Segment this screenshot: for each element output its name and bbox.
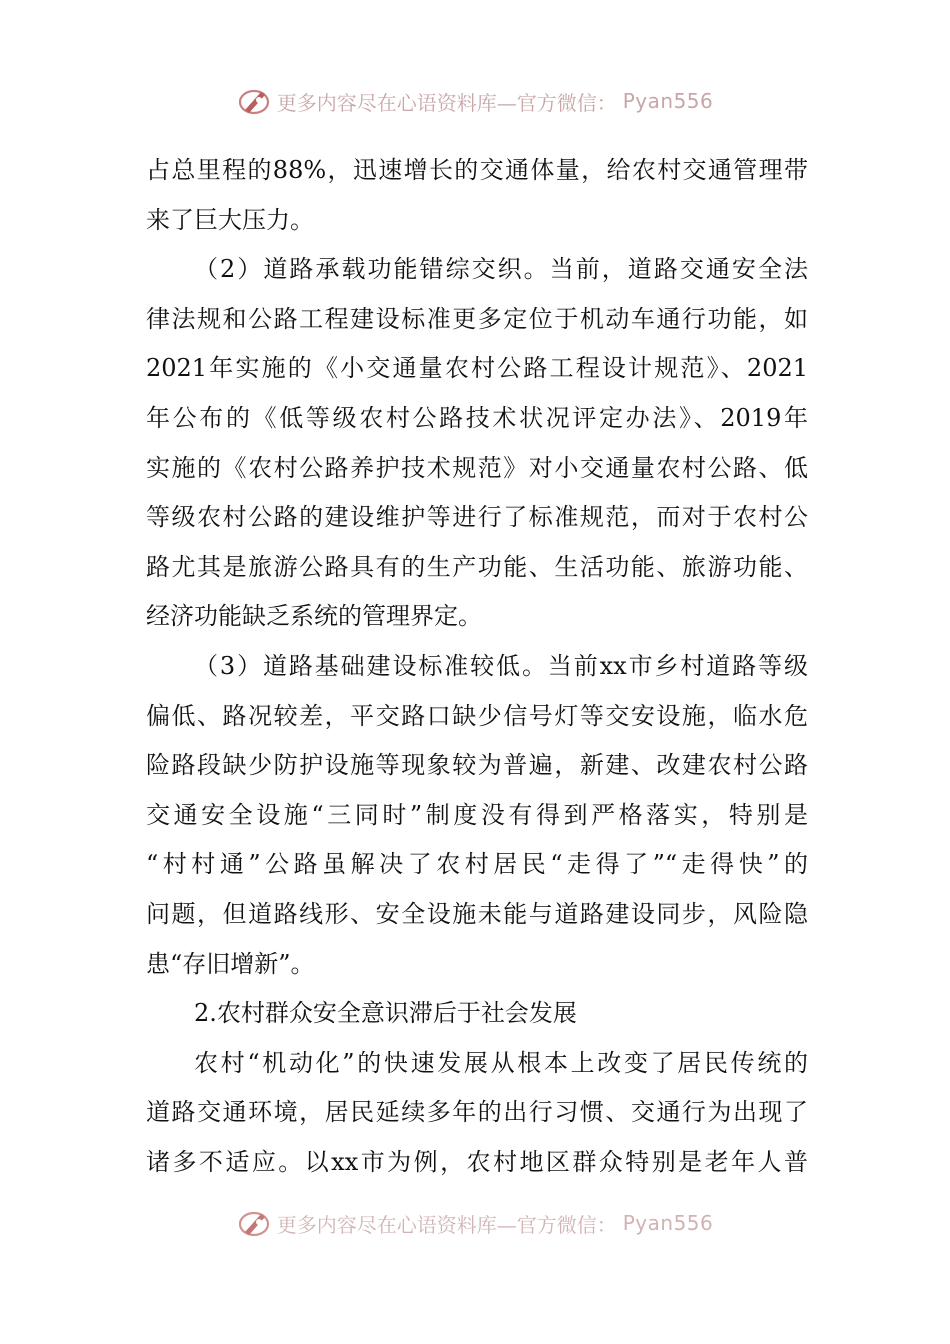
watermark-text: 更多内容尽在心语资料库—官方微信：	[276, 90, 617, 115]
text-line: 道路交通环境，居民延续多年的出行习惯、交通行为出现了	[146, 1098, 808, 1127]
header-watermark	[0, 86, 950, 116]
text-line: 2021年实施的《小交通量农村公路工程设计规范》、2021	[146, 354, 808, 383]
text-line: （3）道路基础建设标准较低。当前xx市乡村道路等级	[194, 651, 808, 680]
document-body	[146, 146, 808, 1187]
text-line: 险路段缺少防护设施等现象较为普遍，新建、改建农村公路	[146, 751, 808, 780]
text-line: 实施的《农村公路养护技术规范》对小交通量农村公路、低	[146, 453, 808, 482]
text-line: 诸多不适应。以xx市为例，农村地区群众特别是老年人普	[146, 1147, 808, 1176]
text-line: 偏低、路况较差，平交路口缺少信号灯等交安设施，临水危	[146, 701, 808, 730]
text-line: 交通安全设施“三同时”制度没有得到严格落实，特别是	[146, 800, 808, 829]
text-line: 来了巨大压力。	[146, 205, 314, 234]
text-line: 问题，但道路线形、安全设施未能与道路建设同步，风险隐	[146, 899, 808, 928]
pen-nib-logo-icon	[237, 1208, 271, 1238]
footer-watermark	[0, 1208, 950, 1238]
watermark-wechat-id: Pyan556	[622, 1211, 714, 1235]
text-line: 等级农村公路的建设维护等进行了标准规范，而对于农村公	[146, 503, 808, 532]
text-line: （2）道路承载功能错综交织。当前，道路交通安全法	[194, 255, 808, 284]
text-line: 占总里程的88%，迅速增长的交通体量，给农村交通管理带	[146, 156, 808, 184]
pen-nib-logo-icon	[237, 86, 271, 116]
text-line: 律法规和公路工程建设标准更多定位于机动车通行功能，如	[146, 304, 808, 333]
text-line: 患“存旧增新”。	[146, 949, 315, 978]
section-heading: 2.农村群众安全意识滞后于社会发展	[194, 999, 577, 1028]
watermark-text: 更多内容尽在心语资料库—官方微信：	[276, 1212, 617, 1237]
watermark-wechat-id: Pyan556	[622, 89, 714, 113]
text-line: 经济功能缺乏系统的管理界定。	[146, 602, 482, 631]
text-line: 路尤其是旅游公路具有的生产功能、生活功能、旅游功能、	[146, 552, 808, 581]
text-line: “村村通”公路虽解决了农村居民“走得了”“走得快”的	[146, 850, 808, 879]
text-line: 年公布的《低等级农村公路技术状况评定办法》、2019年	[146, 403, 808, 432]
text-line: 农村“机动化”的快速发展从根本上改变了居民传统的	[194, 1048, 808, 1077]
